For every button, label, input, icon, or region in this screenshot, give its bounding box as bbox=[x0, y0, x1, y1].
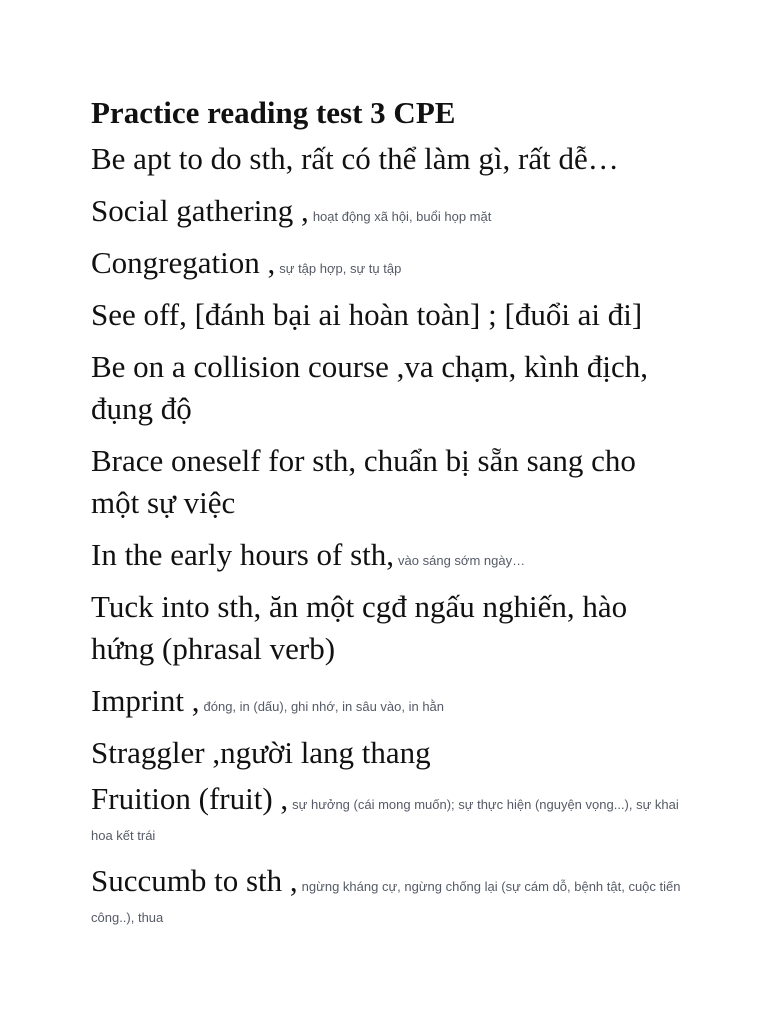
entry-term: Congregation , bbox=[91, 245, 276, 280]
entry-term: Brace oneself for sth, chuẩn bị sẵn sang cho một sự việc bbox=[91, 443, 636, 520]
entry-term: Be apt to do sth, rất có thể làm gì, rất dễ… bbox=[91, 141, 619, 176]
entry-term: Succumb to sth , bbox=[91, 863, 298, 898]
entry-gloss: sự tập hợp, sự tụ tập bbox=[279, 261, 402, 276]
entry-term: Tuck into sth, ăn một cgđ ngấu nghiến, hào hứng (phrasal verb) bbox=[91, 589, 628, 666]
vocab-entry bbox=[91, 680, 681, 722]
entry-gloss: ngừng kháng cự, ngừng chống lại (sự cám dỗ, bệnh tật, cuộc tiến công..), thua bbox=[91, 879, 681, 925]
entry-term: Straggler ,người lang thang bbox=[91, 735, 431, 770]
entry-gloss: sự hưởng (cái mong muốn); sự thực hiện (nguyện vọng...), sự khai hoa kết trái bbox=[91, 797, 679, 843]
vocab-entry bbox=[91, 534, 681, 576]
entry-term: Social gathering , bbox=[91, 193, 309, 228]
vocab-entry bbox=[91, 586, 681, 670]
document-title: Practice reading test 3 CPE bbox=[91, 95, 456, 130]
vocab-entry bbox=[91, 781, 681, 846]
vocab-entry bbox=[91, 190, 681, 232]
vocab-entry bbox=[91, 863, 681, 928]
entry-gloss: vào sáng sớm ngày… bbox=[398, 553, 526, 568]
vocab-entry bbox=[91, 138, 681, 180]
vocab-entry bbox=[91, 440, 681, 524]
entry-term: Fruition (fruit) , bbox=[91, 781, 289, 816]
vocab-entry bbox=[91, 346, 681, 430]
vocab-entry bbox=[91, 294, 681, 336]
document-page bbox=[91, 92, 681, 948]
vocab-entry bbox=[91, 732, 681, 774]
entry-term: Imprint , bbox=[91, 683, 200, 718]
entry-term: Be on a collision course ,va chạm, kình địch, đụng độ bbox=[91, 349, 649, 426]
entry-gloss: đóng, in (dấu), ghi nhớ, in sâu vào, in hằn bbox=[203, 699, 445, 714]
entry-gloss: hoạt động xã hội, buổi họp mặt bbox=[312, 209, 492, 224]
entry-term: See off, [đánh bại ai hoàn toàn] ; [đuổi ai đi] bbox=[91, 297, 643, 332]
entry-term: In the early hours of sth, bbox=[91, 537, 395, 572]
vocab-entry bbox=[91, 242, 681, 284]
